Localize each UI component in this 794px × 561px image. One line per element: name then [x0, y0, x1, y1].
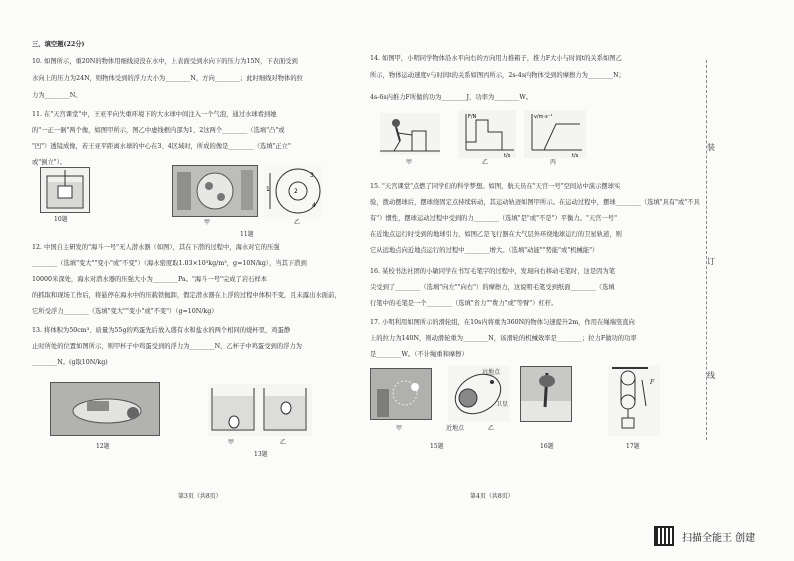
figure-13-caption: 13题	[254, 451, 268, 458]
figure-13	[208, 384, 312, 436]
svg-text:3: 3	[310, 172, 314, 179]
figure-14-yi	[458, 110, 516, 158]
figure-14-yi-drawing	[458, 110, 516, 158]
figure-14-bing-label: 丙	[550, 159, 557, 166]
figure-14-jia-label: 甲	[406, 159, 413, 166]
figure-15-near-label: 近地点	[446, 425, 465, 432]
q12-line-4: 的抓取和现场工作后，将悬停在海水中的压载铁抛卸，假定潜水器在上浮的过程中体积不变，且未露出水面前，	[32, 292, 341, 299]
q12-line-5: 它所受浮力________（选填"变大""变小"或"不变"）（g=10N/kg）	[32, 308, 218, 315]
q14-line-2: 所示，物体运动速度v与时间t的关系如图丙所示，2s-4s内物体受到的摩擦力为________N；	[370, 72, 625, 79]
figure-15-yi-label: 乙	[488, 425, 495, 432]
figure-10	[40, 167, 90, 213]
left-page-number: 第3页（共8页）	[178, 493, 222, 500]
q11-line-2: 的"一正一倒"两个像，如图甲所示，图乙中虚线框内部为1、2这两个________（选填"凸"或	[32, 127, 285, 134]
q11-line-4: 或"倒立"）。	[32, 159, 67, 166]
figure-14-jia	[380, 113, 440, 155]
figure-14-f-axis: F/N	[468, 114, 477, 120]
q14-line-3: 4s-6s内推力F所做的功为________J，功率为________W。	[370, 94, 533, 101]
q15-line-2: 验，拨动摆球后，摆球绕固定点持续转动，其运动轨迹如图甲所示。在运动过程中，摆球________（选填"具有"或"不具	[370, 199, 700, 206]
q15-line-3: 有"）惯性，摆球运动过程中受到的力________（选填"是"或"不是"）平衡力。"天宫一号"	[370, 215, 617, 222]
figure-16-caption: 16题	[540, 443, 554, 450]
figure-14-bing-drawing	[524, 110, 586, 158]
q17-line-2: 上的拉力为140N，则动滑轮重为________N，该滑轮的机械效率是________；拉力F做功的功率	[370, 335, 637, 342]
figure-14-t-axis-yi: t/s	[504, 153, 511, 158]
figure-11-photo-drawing	[173, 166, 257, 216]
q13-line-3: ________N。(g取10N/kg)	[32, 359, 108, 366]
figure-11-diagram-drawing	[264, 165, 322, 217]
q11-line-1: 11. 在"天宫课堂"中，王亚平向失重环境下的大水球中间注入一个气泡，通过水球看到她	[32, 111, 277, 118]
scanner-watermark	[654, 526, 755, 546]
q16-line-3: 行笔中的毛笔是一个________（选填"省力""费力"或"等臂"）杠杆。	[370, 300, 558, 307]
q10-line-2: 水向上的压力为24N，则物体受到的浮力大小为________N，方向________；此时细线对物体的拉	[32, 75, 303, 82]
figure-14-yi-label: 乙	[482, 159, 489, 166]
q11-line-3: "凹"）透镜成像，若王亚平距离水球的中心在3、4区域时，所成的像是________（选填"正立"	[32, 143, 291, 150]
figure-10-caption: 10题	[54, 216, 68, 223]
figure-12-caption: 12题	[96, 443, 110, 450]
figure-11-photo	[172, 165, 258, 217]
q12-line-2: ________（选填"变大""变小"或"不变"）（海水密度取1.03×10³kg/m³，g=10N/kg），当其下潜到	[32, 260, 307, 267]
figure-15-far-label: 远地点	[482, 369, 501, 376]
figure-14-bing	[524, 110, 586, 158]
figure-15-caption: 15题	[430, 443, 444, 450]
figure-12-drawing	[51, 383, 159, 435]
figure-11-jia: 甲	[204, 219, 211, 226]
svg-text:1: 1	[266, 186, 270, 193]
binding-line	[706, 60, 721, 440]
q14-line-1: 14. 如图甲，小明同学物体沿水平向右的方向用力推箱子，推力F大小与时间t的关系如图乙	[370, 55, 622, 62]
figure-15-sat-label: 卫星	[496, 401, 509, 408]
figure-17-force-label: F	[650, 379, 655, 386]
q12-line-1: 12. 中国自主研发的"海斗一号"无人潜水器（如图），其在下潜的过程中，海水对它的压强	[32, 244, 280, 251]
figure-15-yi	[448, 366, 510, 422]
binding-char-middle: 订	[707, 257, 715, 266]
svg-text:4: 4	[312, 202, 316, 209]
figure-13-yi: 乙	[280, 439, 287, 446]
q16-line-2: 尖受到了________（选填"向左""向右"）的摩擦力，这说明毛笔受到纸面________（选填	[370, 284, 615, 291]
figure-15-jia-label: 甲	[396, 425, 403, 432]
scanner-text: 扫描全能王 创建	[682, 532, 756, 544]
figure-13-drawing	[208, 384, 312, 436]
q10-line-1: 10. 如图所示，重20N的物体用细线浸没在水中，上表面受到水向下的压力为15N，下表面受到	[32, 58, 298, 65]
figure-16	[520, 366, 572, 422]
figure-11-yi: 乙	[294, 219, 301, 226]
figure-11-caption: 11题	[240, 231, 254, 238]
figure-15-yi-drawing	[448, 366, 510, 422]
left-page	[32, 40, 362, 510]
qr-code-icon	[654, 526, 674, 546]
figure-17-caption: 17题	[626, 443, 640, 450]
figure-14-t-axis-bing: t/s	[572, 153, 579, 158]
q13-line-1: 13. 将体积为50cm³、质量为55g的鸡蛋先后放入盛有水和盐水的两个相同的烧杯里，鸡蛋静	[32, 327, 291, 334]
q15-line-1: 15. "天宫课堂"点燃了同学们的科学梦想。如图，航天员在"天宫一号"空间站中演示摆球实	[370, 183, 621, 190]
figure-14-v-axis: v/m·s⁻¹	[534, 114, 553, 120]
q15-line-5: 它从远地点向近地点运行的过程中________增大。（选填"动能""势能"或"机械能"）	[370, 247, 599, 254]
binding-char-top: 装	[707, 143, 715, 152]
q10-line-3: 力为________N。	[32, 92, 82, 99]
figure-15-jia-drawing	[371, 369, 431, 419]
q12-line-3: 10000米深处，海水对潜水器的压强大小为________Pa。"海斗一号"完成了岩石样本	[32, 276, 268, 283]
q15-line-4: 在近地点运行时受到的地球引力，如图乙是飞行器在大气层外环绕地球运行的卫星轨道，则	[370, 231, 622, 238]
q13-line-2: 止时所处的位置如图所示，则甲杯子中鸡蛋受到的浮力为________N，乙杯子中鸡蛋受到的浮力为	[32, 343, 302, 350]
figure-12	[50, 382, 160, 436]
q16-line-1: 16. 某校书法社团的小敏同学在书写毛笔字的过程中，发现向右移动毛笔时，这是因为笔	[370, 268, 616, 275]
section-title: 三、填空题(22分)	[32, 41, 85, 48]
figure-16-drawing	[521, 367, 571, 421]
right-page	[370, 40, 700, 510]
figure-13-jia: 甲	[228, 439, 235, 446]
q17-line-1: 17. 小明利用如图所示的滑轮组，在10s内将重为360N的物体匀速提升2m，作用在绳端竖直向	[370, 319, 635, 326]
figure-17	[608, 366, 660, 436]
figure-11-diagram	[264, 165, 322, 217]
figure-17-drawing	[608, 366, 660, 436]
q17-line-3: 是________W。（不计绳重和摩擦）	[370, 351, 468, 358]
figure-14-jia-drawing	[380, 113, 440, 155]
figure-15-jia	[370, 368, 432, 420]
figure-10-drawing	[41, 168, 89, 212]
right-page-number: 第4页（共8页）	[470, 493, 514, 500]
svg-text:2: 2	[294, 188, 298, 195]
binding-char-bottom: 线	[707, 371, 715, 380]
